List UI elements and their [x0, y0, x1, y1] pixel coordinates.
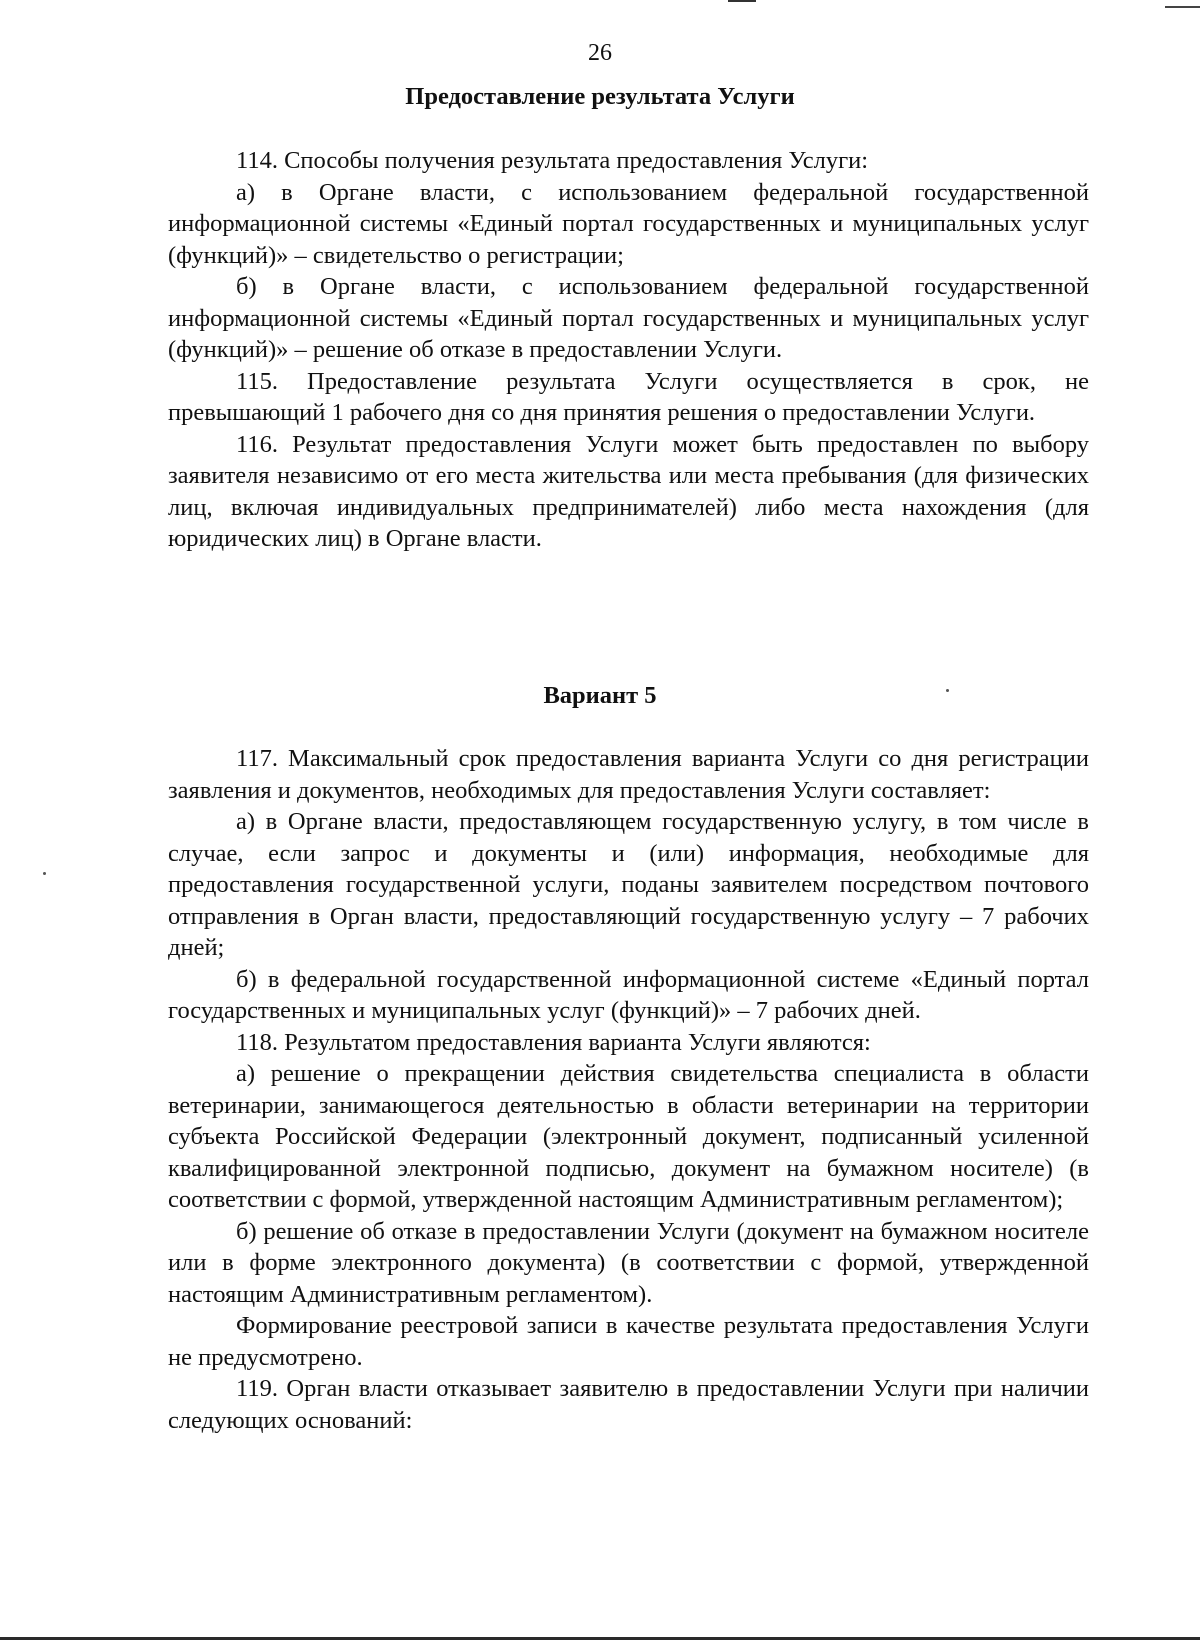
page-bottom-border [0, 1637, 1200, 1640]
section-body-variant-5 [168, 743, 1089, 1436]
paragraph-114-b: б) в Органе власти, с использованием федеральной государственной информационной системы «Единый портал государственных и муниципальных услуг (функций)» – решение об отказе в предоставлении Услуги. [168, 273, 1089, 363]
paragraph-118: 118. Результатом предоставления варианта Услуги являются: [236, 1028, 871, 1056]
paragraph-115: 115. Предоставление результата Услуги осуществляется в срок, не превышающий 1 рабочего дня со дня принятия решения о предоставлении Услуги. [168, 367, 1089, 426]
section-heading-variant-5: Вариант 5 [543, 682, 657, 709]
paragraph-117-a: а) в Органе власти, предоставляющем государственную услугу, в том числе в случае, если запрос и документы и (или) информация, необходимые для предоставления государственной услуги, поданы заявителем посредством почтового отправления в Орган власти, предоставляющий государственную услугу – 7 рабочих дней; [168, 808, 1089, 961]
scan-mark-top-right [1165, 6, 1200, 8]
paragraph-114-a: а) в Органе власти, с использованием федеральной государственной информационной системы «Единый портал государственных и муниципальных услуг (функций)» – свидетельство о регистрации; [168, 178, 1089, 269]
paragraph-119: 119. Орган власти отказывает заявителю в предоставлении Услуги при наличии следующих оснований: [168, 1375, 1089, 1434]
scan-mark-top [728, 0, 756, 2]
section-heading-result: Предоставление результата Услуги [405, 83, 795, 110]
paragraph-117-b: б) в федеральной государственной информационной системе «Единый портал государственных и муниципальных услуг (функций)» – 7 рабочих дней. [168, 965, 1089, 1024]
section-body-result [168, 145, 1089, 555]
paragraph-118-a: а) решение о прекращении действия свидетельства специалиста в области ветеринарии, занимающегося деятельностью в области ветеринарии на территории субъекта Российской Федерации (электронный документ, подписанный усиленной квалифицированной электронной подписью, документ на бумажном носителе) (в соответствии с формой, утвержденной настоящим Административным регламентом); [168, 1060, 1089, 1213]
paragraph-118-b: б) решение об отказе в предоставлении Услуги (документ на бумажном носителе или в форме электронного документа) (в соответствии с формой, утвержденной настоящим Административным регламентом). [168, 1217, 1089, 1308]
paragraph-117: 117. Максимальный срок предоставления варианта Услуги со дня регистрации заявления и документов, необходимых для предоставления Услуги составляет: [168, 745, 1089, 804]
paragraph-114: 114. Способы получения результата предоставления Услуги: [236, 147, 869, 174]
paragraph-118-note: Формирование реестровой записи в качестве результата предоставления Услуги не предусмотрено. [168, 1312, 1089, 1371]
scan-speck [43, 872, 46, 875]
page-number: 26 [588, 40, 612, 66]
paragraph-116: 116. Результат предоставления Услуги может быть предоставлен по выбору заявителя независимо от его места жительства или места пребывания (для физических лиц, включая индивидуальных предпринимателей) либо места нахождения (для юридических лиц) в Органе власти. [168, 430, 1089, 552]
